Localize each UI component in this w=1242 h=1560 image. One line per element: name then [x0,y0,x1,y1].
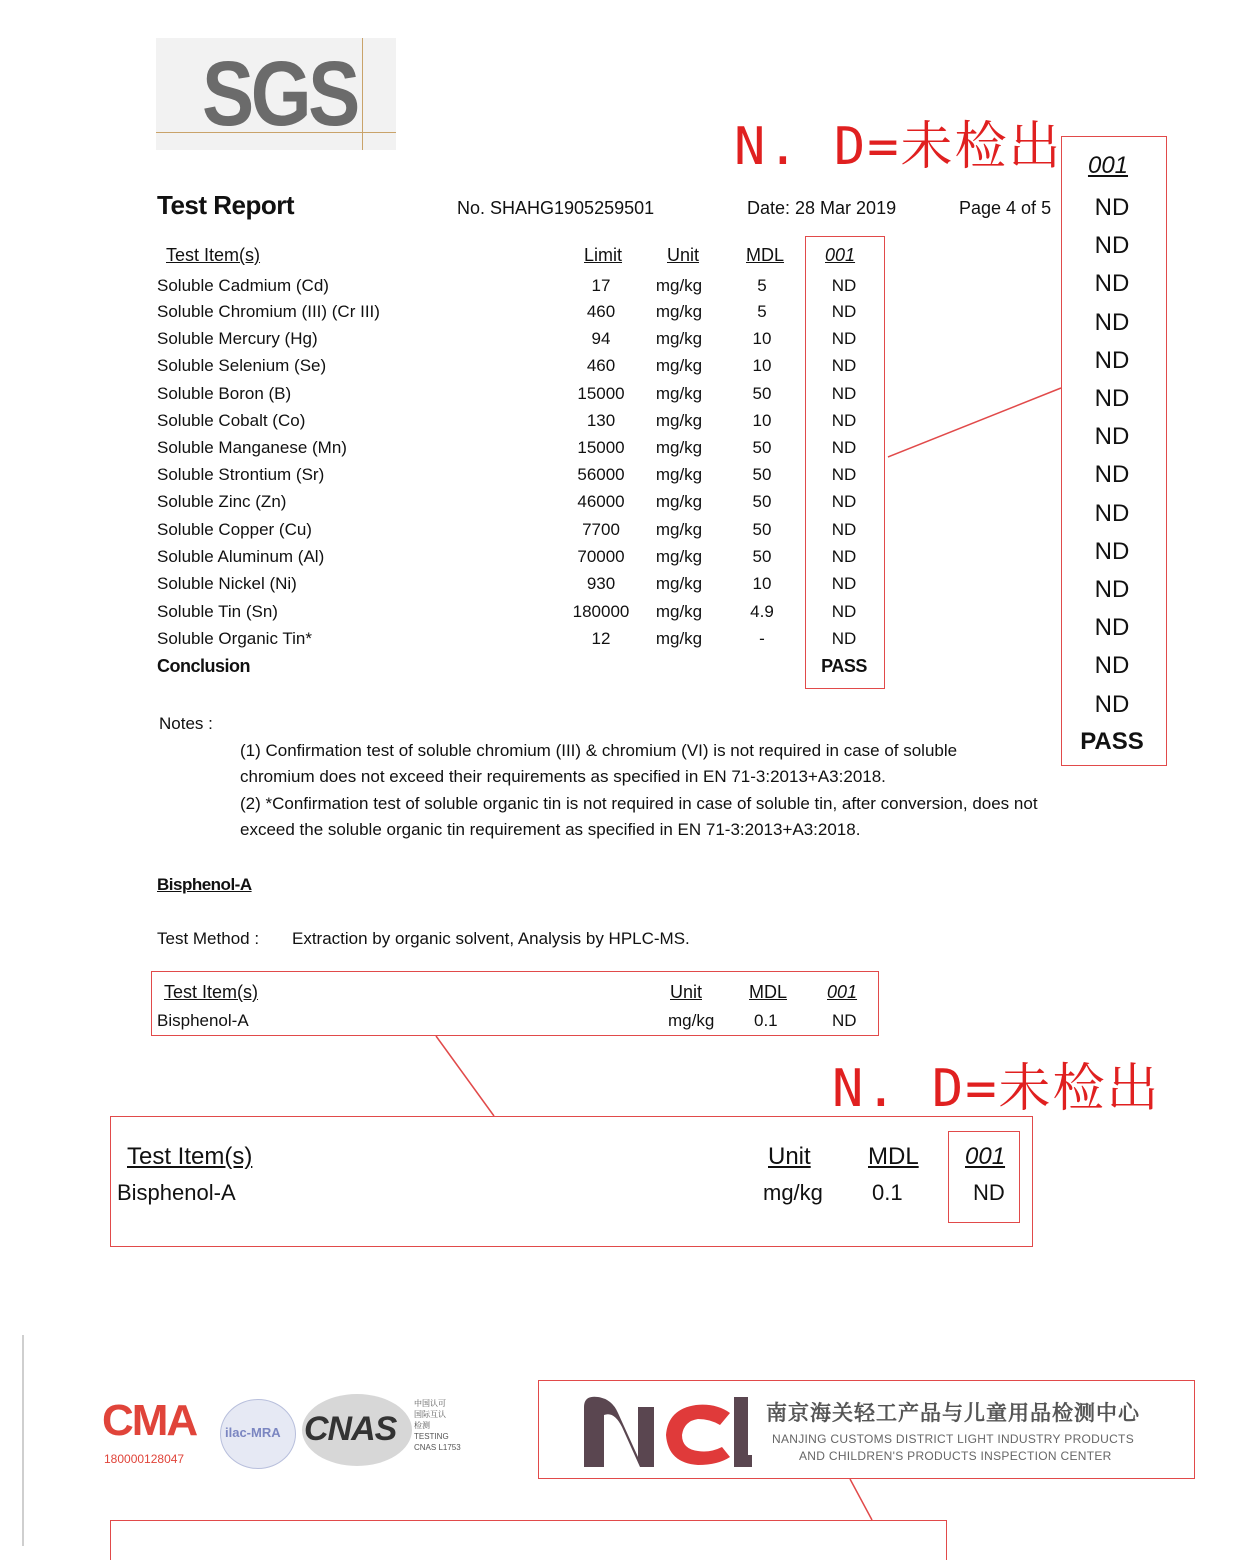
zoom-header: 001 [1087,152,1129,179]
cell-result: ND [831,438,857,457]
cell-item: Soluble Chromium (III) (Cr III) [157,302,380,321]
zoom-value: ND [1094,576,1130,603]
ncl-name-en-2: AND CHILDREN'S PRODUCTS INSPECTION CENTER [799,1449,1112,1463]
cnas-caption-5: CNAS L1753 [414,1443,461,1452]
zoom-value: ND [1094,194,1130,221]
bpa-row [0,1011,1242,1033]
col-unit: Unit [667,245,700,265]
page-edge-line [22,1335,24,1546]
cell-mdl: 5 [757,302,767,321]
cell-limit: 46000 [577,492,625,511]
cell-unit: mg/kg [655,602,703,621]
zoom-value: ND [1094,537,1130,565]
bpa-col-mdl: MDL [749,982,788,1002]
cell-result: ND [831,384,857,403]
bpa-mdl: 0.1 [754,1011,778,1030]
page-number: Page 4 of 5 [959,198,1052,218]
cell-item: Soluble Selenium (Se) [157,356,327,375]
cell-unit: mg/kg [655,411,703,430]
cell-item: Soluble Organic Tin* [157,629,312,648]
bpa-method-label: Test Method : [157,929,260,948]
bottom-box-fragment [110,1520,947,1560]
cell-limit: 56000 [577,465,625,484]
connector-line-1 [888,388,1061,457]
ncl-name-cn: 南京海关轻工产品与儿童用品检测中心 [766,1400,1140,1425]
zoom-value: ND [1094,423,1130,451]
bpa-header [0,982,1242,1004]
cell-mdl: 5 [757,276,767,295]
ncl-name-en-1: NANJING CUSTOMS DISTRICT LIGHT INDUSTRY PRODUCTS [772,1432,1134,1446]
cell-unit: mg/kg [655,629,703,648]
cnas-logo-text: CNAS [304,1410,397,1448]
note-1-line-2: chromium does not exceed their requirements as specified in EN 71-3:2013+A3:2018. [240,767,886,786]
zoom-bpa-unit: mg/kg [763,1180,823,1205]
cell-unit: mg/kg [655,302,703,321]
report-date: Date: 28 Mar 2019 [747,198,897,218]
cell-item: Soluble Zinc (Zn) [157,492,287,511]
zoom-value: ND [1094,690,1130,718]
cell-limit: 460 [586,302,616,321]
zoom-value: ND [1094,385,1130,412]
bpa-item: Bisphenol-A [157,1011,249,1030]
cell-item: Soluble Cobalt (Co) [157,411,306,430]
cell-unit: mg/kg [655,465,703,484]
col-test-item: Test Item(s) [166,245,261,265]
zoom-bpa-col-unit: Unit [768,1143,811,1170]
nd-annotation-bottom: N. D=未检出 [832,1059,1161,1119]
zoom-value: ND [1094,499,1130,527]
cell-mdl: 50 [752,520,772,539]
col-limit: Limit [584,245,623,265]
cell-mdl: 50 [752,438,772,457]
zoom-value: ND [1094,614,1130,642]
cell-unit: mg/kg [655,574,703,593]
ncl-logo-mark [582,1393,752,1469]
cnas-caption-4: TESTING [414,1432,449,1441]
cell-result: ND [831,492,857,511]
connector-line-3 [850,1479,872,1520]
ncl-c-shape [666,1405,730,1465]
cell-unit: mg/kg [655,492,703,511]
nd-annotation-top: N. D=未检出 [734,117,1063,177]
zoom-bpa-col-item: Test Item(s) [127,1143,253,1170]
cell-item: Soluble Aluminum (Al) [157,547,325,566]
cell-limit: 180000 [572,602,630,621]
col-mdl: MDL [746,245,785,265]
cell-result: ND [831,574,857,593]
cell-mdl: 10 [752,411,772,430]
conclusion-label: Conclusion [157,656,250,676]
cell-unit: mg/kg [655,438,703,457]
cell-item: Soluble Mercury (Hg) [157,329,318,348]
cell-limit: 15000 [577,438,625,457]
cell-limit: 130 [586,411,616,430]
zoom-bpa-col-mdl: MDL [868,1143,919,1170]
cell-item: Soluble Nickel (Ni) [157,574,297,593]
cell-mdl: 4.9 [750,602,774,621]
cell-mdl: 50 [752,384,772,403]
cell-mdl: 50 [752,547,772,566]
cell-mdl: 10 [752,356,772,375]
cell-result: ND [831,520,857,539]
notes-label: Notes : [159,714,213,733]
ncl-n-shape [584,1397,654,1467]
cell-item: Soluble Boron (B) [157,384,292,403]
cell-result: ND [831,302,857,321]
bpa-col-unit: Unit [670,982,703,1002]
cell-item: Soluble Tin (Sn) [157,602,278,621]
ilac-mra-logo [220,1399,296,1469]
cell-limit: 15000 [577,384,625,403]
cma-number: 180000128047 [104,1452,185,1466]
cell-result: ND [831,465,857,484]
note-2-line-2: exceed the soluble organic tin requirement as specified in EN 71-3:2013+A3:2018. [240,820,861,839]
cell-item: Soluble Cadmium (Cd) [157,276,329,295]
report-number: No. SHAHG1905259501 [457,198,655,218]
bpa-title: Bisphenol-A [157,875,252,894]
cnas-logo [302,1394,412,1466]
connector-line-2 [436,1036,494,1116]
cnas-caption-2: 国际互认 [414,1410,446,1419]
conclusion-value: PASS [821,656,867,676]
cell-mdl: 50 [752,492,772,511]
cell-mdl: 50 [752,465,772,484]
cell-result: ND [831,329,857,348]
cell-result: ND [831,602,857,621]
cell-limit: 7700 [582,520,620,539]
cell-result: ND [831,276,857,295]
zoom-value: ND [1094,270,1130,298]
ilac-logo-text: ilac-MRA [225,1425,281,1440]
cell-mdl: 10 [752,329,772,348]
cell-unit: mg/kg [655,520,703,539]
zoom-value: ND [1094,308,1130,336]
ncl-l-shape [734,1397,752,1467]
cell-mdl: - [759,629,765,648]
cnas-caption-3: 检测 [414,1421,430,1430]
cell-result: ND [831,411,857,430]
cell-mdl: 10 [752,574,772,593]
cma-logo [100,1396,210,1470]
cell-result: ND [831,629,857,648]
bpa-unit: mg/kg [668,1011,715,1030]
bpa-col-sample: 001 [827,982,858,1002]
cell-unit: mg/kg [655,276,703,295]
report-title: Test Report [157,190,295,220]
cell-unit: mg/kg [655,329,703,348]
cell-limit: 930 [586,574,616,593]
zoom-bpa-highlight [948,1131,1020,1223]
zoom-bpa-item: Bisphenol-A [117,1180,236,1205]
zoom-value: ND [1094,652,1130,680]
cell-limit: 70000 [577,547,625,566]
zoom-bpa-mdl: 0.1 [872,1180,903,1205]
zoom-bpa-result: ND [973,1180,1005,1205]
cell-result: ND [831,547,857,566]
note-1-line-1: (1) Confirmation test of soluble chromium (III) & chromium (VI) is not required in case of soluble [240,741,958,760]
cell-item: Soluble Copper (Cu) [157,520,312,539]
cell-unit: mg/kg [655,356,703,375]
cnas-caption [414,1398,461,1453]
zoom-value: ND [1094,461,1130,489]
zoom-bpa-col-sample: 001 [965,1143,1006,1170]
cell-limit: 17 [591,276,611,295]
cell-item: Soluble Strontium (Sr) [157,465,325,484]
col-sample: 001 [825,245,856,265]
cnas-caption-1: 中国认可 [414,1399,446,1408]
note-2-line-1: (2) *Confirmation test of soluble organic tin is not required in case of soluble tin, after conversion, does not [240,794,1038,813]
cma-logo-text: CMA [102,1396,197,1445]
bpa-col-item: Test Item(s) [164,982,259,1002]
bpa-method: Extraction by organic solvent, Analysis by HPLC-MS. [292,929,690,948]
zoom-value: ND [1094,232,1130,260]
sgs-logo-text: SGS [202,43,357,145]
cell-limit: 12 [591,629,611,648]
bpa-result: ND [832,1011,857,1030]
zoom-value: ND [1094,346,1130,374]
cell-unit: mg/kg [655,384,703,403]
cell-result: ND [831,356,857,375]
zoom-conclusion: PASS [1080,728,1144,755]
cell-limit: 460 [586,356,616,375]
cell-item: Soluble Manganese (Mn) [157,438,347,457]
cell-limit: 94 [591,329,611,348]
cell-unit: mg/kg [655,547,703,566]
